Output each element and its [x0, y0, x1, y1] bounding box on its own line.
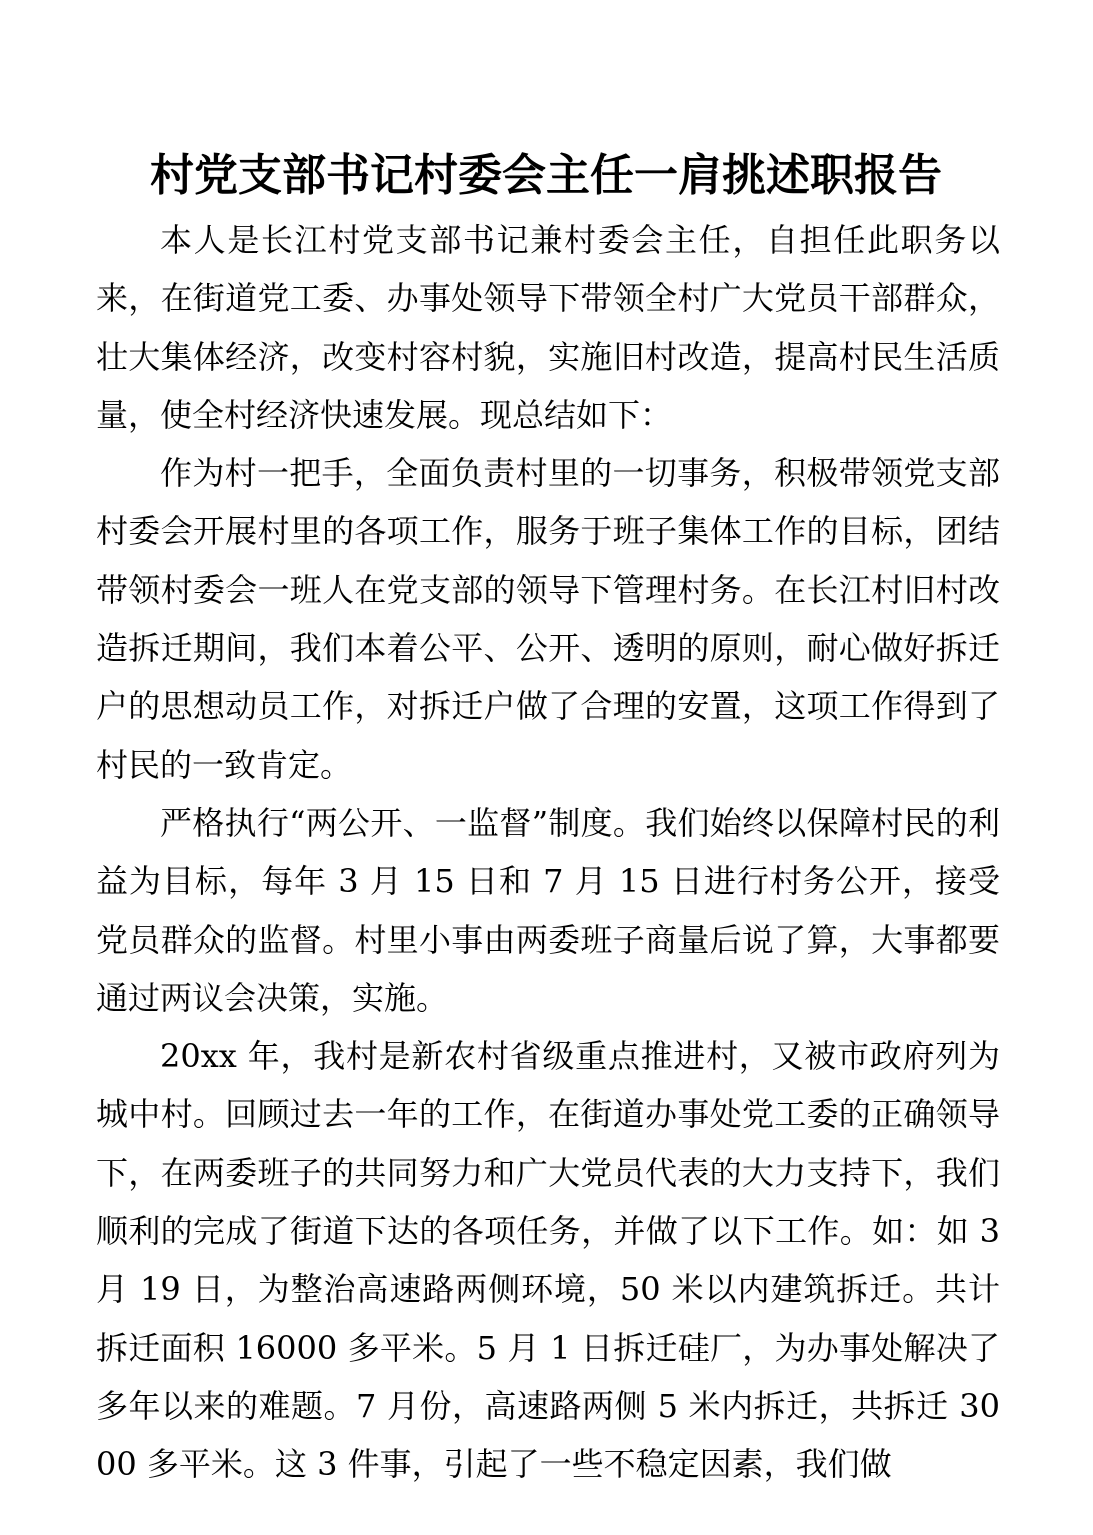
document-body	[96, 211, 1000, 1494]
document-title: 村党支部书记村委会主任一肩挑述职报告	[150, 150, 942, 201]
paragraph-annual-work: 20xx 年，我村是新农村省级重点推进村，又被市政府列为城中村。回顾过去一年的工作，在街道办事处党工委的正确领导下，在两委班子的共同努力和广大党员代表的大力支持下，我们顺利的完成了街道下达的各项任务，并做了以下工作。如：如 3 月 19 日，为整治高速路两侧环境，50 米以内建筑拆迁。共计拆迁面积 16000 多平米。5 月 1 日拆迁硅厂，为办事处解决了多年以来的难题。7 月份，高速路两侧 5 米内拆迁，共拆迁 3000 多平米。这 3 件事，引起了一些不稳定因素，我们做	[96, 1037, 1000, 1484]
paragraph-intro: 本人是长江村党支部书记兼村委会主任，自担任此职务以来，在街道党工委、办事处领导下带领全村广大党员干部群众，壮大集体经济，改变村容村貌，实施旧村改造，提高村民生活质量，使全村经济快速发展。现总结如下：	[96, 221, 1000, 434]
paragraph-transparency: 严格执行“两公开、一监督”制度。我们始终以保障村民的利益为目标，每年 3 月 15 日和 7 月 15 日进行村务公开，接受党员群众的监督。村里小事由两委班子商量后说了算，大事都要通过两议会决策，实施。	[96, 803, 1000, 1017]
paragraph-leadership: 作为村一把手，全面负责村里的一切事务，积极带领党支部村委会开展村里的各项工作，服务于班子集体工作的目标，团结带领村委会一班人在党支部的领导下管理村务。在长江村旧村改造拆迁期间，我们本着公平、公开、透明的原则，耐心做好拆迁户的思想动员工作，对拆迁户做了合理的安置，这项工作得到了村民的一致肯定。	[96, 454, 1000, 784]
